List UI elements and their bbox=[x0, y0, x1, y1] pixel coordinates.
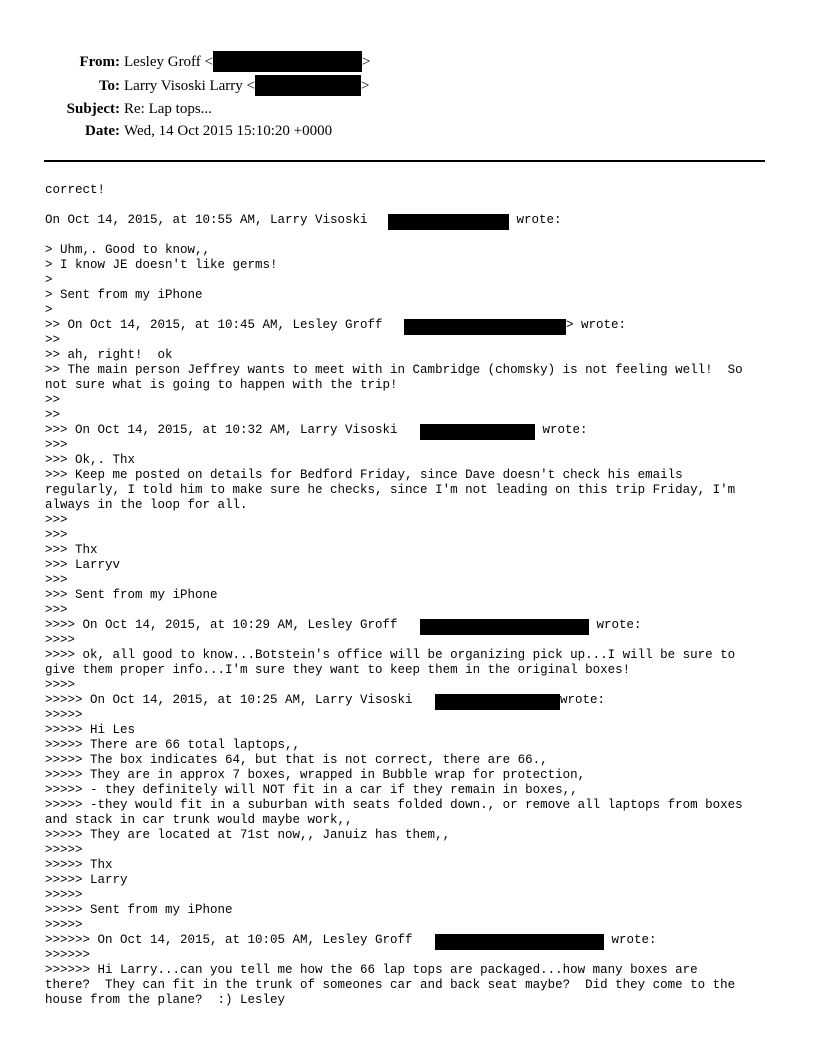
to-bracket: > bbox=[361, 78, 370, 94]
body-line-text: >>>>> bbox=[45, 888, 83, 902]
body-line bbox=[45, 228, 780, 243]
body-line-text: >>> On Oct 14, 2015, at 10:32 AM, Larry Visoski bbox=[45, 423, 406, 437]
body-line bbox=[45, 213, 780, 228]
body-line-text: >>> bbox=[45, 603, 68, 617]
body-line bbox=[45, 498, 780, 513]
body-line bbox=[45, 393, 780, 408]
to-name: Larry Visoski Larry < bbox=[124, 78, 256, 94]
body-line bbox=[45, 378, 780, 393]
email-header bbox=[0, 0, 816, 150]
body-line-text: >>> Sent from my iPhone bbox=[45, 588, 218, 602]
body-line bbox=[45, 858, 780, 873]
body-line-text: >>>>> They are in approx 7 boxes, wrapped in Bubble wrap for protection, bbox=[45, 768, 586, 782]
body-line bbox=[45, 903, 780, 918]
body-line-text: and stack in car trunk would maybe work,, bbox=[45, 813, 353, 827]
body-line-text: >> bbox=[45, 333, 61, 347]
body-line bbox=[45, 963, 780, 978]
body-line-text: >>>> On Oct 14, 2015, at 10:29 AM, Lesley Groff bbox=[45, 618, 406, 632]
body-line bbox=[45, 303, 780, 318]
body-line bbox=[45, 978, 780, 993]
body-line bbox=[45, 288, 780, 303]
body-line bbox=[45, 528, 780, 543]
body-line-text: >>>>>> bbox=[45, 948, 91, 962]
body-line bbox=[45, 243, 780, 258]
body-line bbox=[45, 198, 780, 213]
body-line-text: >>> Thx bbox=[45, 543, 98, 557]
redaction-box bbox=[213, 51, 362, 72]
wrote-label: wrote: bbox=[604, 933, 657, 947]
wrote-label: wrote: bbox=[535, 423, 588, 437]
body-line bbox=[45, 888, 780, 903]
body-line bbox=[45, 933, 780, 948]
subject-label: Subject: bbox=[66, 101, 120, 117]
body-line-text: >>>> bbox=[45, 633, 76, 647]
body-line-text: not sure what is going to happen with the trip! bbox=[45, 378, 398, 392]
body-line bbox=[45, 663, 780, 678]
body-line-text: > bbox=[45, 303, 53, 317]
body-line-text: >>>>>> On Oct 14, 2015, at 10:05 AM, Lesley Groff bbox=[45, 933, 421, 947]
body-line-text: there? They can fit in the trunk of someones car and back seat maybe? Did they come to the bbox=[45, 978, 736, 992]
body-line bbox=[45, 768, 780, 783]
body-line bbox=[45, 603, 780, 618]
body-line bbox=[45, 183, 780, 198]
email-body bbox=[45, 183, 780, 1008]
body-line-text: correct! bbox=[45, 183, 106, 197]
body-line-text: >>>>> The box indicates 64, but that is not correct, there are 66., bbox=[45, 753, 548, 767]
body-line bbox=[45, 828, 780, 843]
header-divider bbox=[44, 160, 765, 162]
redaction-box bbox=[255, 75, 361, 96]
body-line-text: >>>>> bbox=[45, 843, 83, 857]
body-line-text: > bbox=[45, 273, 53, 287]
body-line bbox=[45, 618, 780, 633]
body-line bbox=[45, 708, 780, 723]
body-line-text: >>>>> Sent from my iPhone bbox=[45, 903, 233, 917]
body-line-text: regularly, I told him to make sure he checks, since I'm not leading on this trip Friday, I'm bbox=[45, 483, 736, 497]
body-line-text: >> On Oct 14, 2015, at 10:45 AM, Lesley Groff bbox=[45, 318, 391, 332]
body-line bbox=[45, 873, 780, 888]
body-line-text: >>>>> Thx bbox=[45, 858, 113, 872]
body-line-text: house from the plane? :) Lesley bbox=[45, 993, 286, 1007]
body-line bbox=[45, 783, 780, 798]
body-line bbox=[45, 408, 780, 423]
body-line-text: >>>>> On Oct 14, 2015, at 10:25 AM, Larry Visoski bbox=[45, 693, 421, 707]
body-line bbox=[45, 558, 780, 573]
body-line-text: >> bbox=[45, 408, 61, 422]
body-line bbox=[45, 513, 780, 528]
from-value bbox=[124, 53, 370, 72]
body-line-text: >>> bbox=[45, 528, 68, 542]
body-line-text: >> The main person Jeffrey wants to meet with in Cambridge (chomsky) is not feeling well! So bbox=[45, 363, 743, 377]
body-line-text: > Sent from my iPhone bbox=[45, 288, 203, 302]
body-line-text: >>>>> bbox=[45, 708, 83, 722]
body-line-text: > Uhm,. Good to know,, bbox=[45, 243, 211, 257]
to-label: To: bbox=[98, 78, 120, 94]
body-line bbox=[45, 543, 780, 558]
wrote-label: wrote: bbox=[509, 213, 562, 227]
body-line bbox=[45, 993, 780, 1008]
body-line bbox=[45, 813, 780, 828]
body-line bbox=[45, 633, 780, 648]
body-line bbox=[45, 798, 780, 813]
wrote-label: > wrote: bbox=[566, 318, 627, 332]
body-line-text: always in the loop for all. bbox=[45, 498, 248, 512]
body-line bbox=[45, 423, 780, 438]
body-line bbox=[45, 318, 780, 333]
body-line bbox=[45, 948, 780, 963]
body-line-text: >>>>> Hi Les bbox=[45, 723, 136, 737]
body-line-text: >>>>>> Hi Larry...can you tell me how the 66 lap tops are packaged...how many boxes are bbox=[45, 963, 698, 977]
body-line-text: >>>>> There are 66 total laptops,, bbox=[45, 738, 301, 752]
body-line-text: >>> bbox=[45, 513, 68, 527]
body-line bbox=[45, 588, 780, 603]
body-line bbox=[45, 348, 780, 363]
body-line-text: give them proper info...I'm sure they want to keep them in the original boxes! bbox=[45, 663, 631, 677]
body-line-text: >>>> bbox=[45, 678, 76, 692]
from-bracket: > bbox=[362, 54, 371, 70]
body-line bbox=[45, 438, 780, 453]
body-line-text: >>> bbox=[45, 438, 68, 452]
body-line bbox=[45, 693, 780, 708]
body-line bbox=[45, 753, 780, 768]
body-line-text: >>>> ok, all good to know...Botstein's office will be organizing pick up...I will be sure to bbox=[45, 648, 736, 662]
date-label: Date: bbox=[85, 123, 120, 139]
body-line bbox=[45, 573, 780, 588]
body-line-text: >>> Larryv bbox=[45, 558, 121, 572]
body-line bbox=[45, 453, 780, 468]
body-line-text: >>>>> They are located at 71st now,, Januiz has them,, bbox=[45, 828, 451, 842]
body-line bbox=[45, 648, 780, 663]
body-line-text: >>> Keep me posted on details for Bedford Friday, since Dave doesn't check his emails bbox=[45, 468, 683, 482]
from-name: Lesley Groff < bbox=[124, 54, 213, 70]
to-value bbox=[124, 77, 369, 96]
body-line bbox=[45, 273, 780, 288]
body-line bbox=[45, 363, 780, 378]
body-line bbox=[45, 723, 780, 738]
body-line-text: > I know JE doesn't like germs! bbox=[45, 258, 278, 272]
body-line bbox=[45, 333, 780, 348]
body-line-text: >>> Ok,. Thx bbox=[45, 453, 136, 467]
body-line-text: >>>>> bbox=[45, 918, 83, 932]
body-line bbox=[45, 918, 780, 933]
body-line-text: >>>>> Larry bbox=[45, 873, 128, 887]
body-line bbox=[45, 258, 780, 273]
body-line-text: >> ah, right! ok bbox=[45, 348, 173, 362]
body-line-text: >>> bbox=[45, 573, 68, 587]
body-line bbox=[45, 468, 780, 483]
date-value: Wed, 14 Oct 2015 15:10:20 +0000 bbox=[124, 123, 333, 139]
wrote-label: wrote: bbox=[589, 618, 642, 632]
subject-value: Re: Lap tops... bbox=[124, 101, 212, 117]
body-line bbox=[45, 843, 780, 858]
body-line-text: >> bbox=[45, 393, 61, 407]
body-line bbox=[45, 738, 780, 753]
body-line-text: >>>>> -they would fit in a suburban with seats folded down., or remove all laptops from boxes bbox=[45, 798, 743, 812]
wrote-label: wrote: bbox=[560, 693, 606, 707]
body-line-text: >>>>> - they definitely will NOT fit in a car if they remain in boxes,, bbox=[45, 783, 578, 797]
body-line bbox=[45, 678, 780, 693]
from-label: From: bbox=[79, 54, 120, 70]
body-line bbox=[45, 483, 780, 498]
body-line-text: On Oct 14, 2015, at 10:55 AM, Larry Visoski bbox=[45, 213, 376, 227]
